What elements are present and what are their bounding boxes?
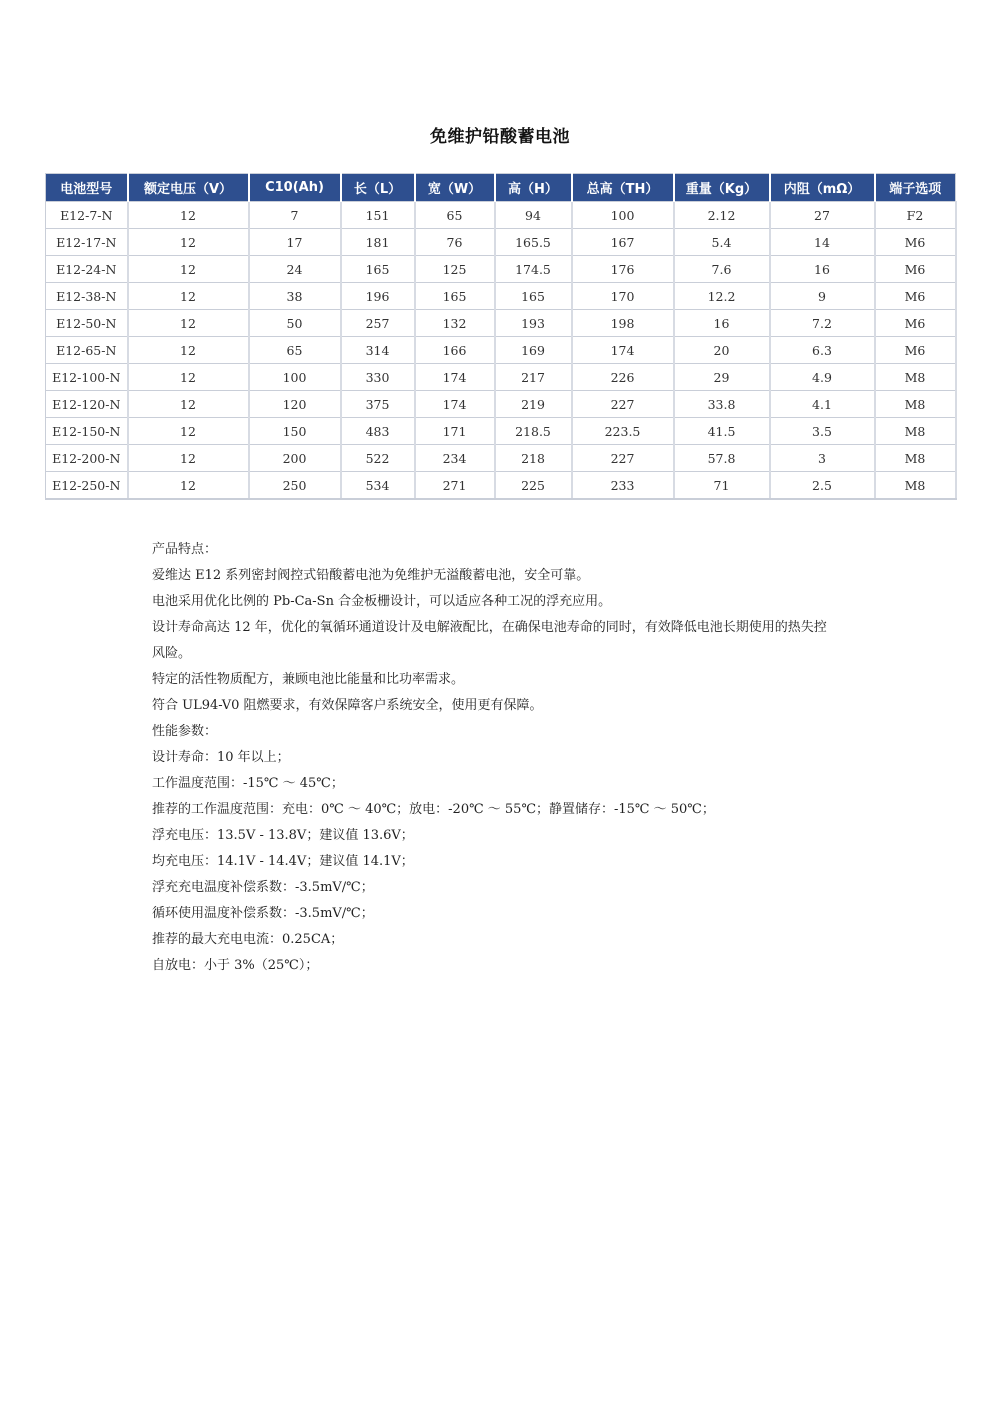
- table-cell: M6: [875, 256, 956, 283]
- column-header: 额定电压（V）: [128, 174, 249, 202]
- table-cell: E12-120-N: [46, 391, 128, 418]
- table-row: [46, 229, 956, 256]
- table-row: [46, 418, 956, 445]
- performance-line: 循环使用温度补偿系数：-3.5mV/℃；: [152, 906, 374, 921]
- table-cell: 271: [415, 472, 495, 500]
- feature-line: 风险。: [152, 646, 192, 661]
- performance-line: 均充电压：14.1V - 14.4V；建议值 14.1V；: [152, 854, 414, 869]
- table-cell: 12: [128, 472, 249, 500]
- table-cell: 165: [495, 283, 572, 310]
- table-cell: 29: [674, 364, 770, 391]
- table-cell: 14: [770, 229, 875, 256]
- feature-line: 符合 UL94-V0 阻燃要求，有效保障客户系统安全，使用更有保障。: [152, 698, 543, 713]
- table-cell: E12-250-N: [46, 472, 128, 500]
- table-row: [46, 310, 956, 337]
- table-cell: 3: [770, 445, 875, 472]
- table-cell: M6: [875, 337, 956, 364]
- performance-line: 推荐的工作温度范围：充电：0℃ ～ 40℃；放电：-20℃ ～ 55℃；静置储存：-15℃ ～ 50℃；: [152, 802, 715, 817]
- table-cell: 226: [572, 364, 674, 391]
- features-heading: 产品特点：: [152, 542, 218, 557]
- table-cell: E12-150-N: [46, 418, 128, 445]
- table-cell: 12: [128, 418, 249, 445]
- table-cell: 94: [495, 202, 572, 229]
- table-cell: 41.5: [674, 418, 770, 445]
- table-cell: 120: [249, 391, 341, 418]
- table-cell: 100: [572, 202, 674, 229]
- table-cell: 250: [249, 472, 341, 500]
- table-cell: 12: [128, 391, 249, 418]
- table-cell: 12: [128, 283, 249, 310]
- performance-line: 推荐的最大充电电流：0.25CA；: [152, 932, 344, 947]
- table-cell: M8: [875, 472, 956, 500]
- table-cell: 12: [128, 310, 249, 337]
- table-cell: 227: [572, 445, 674, 472]
- table-cell: M8: [875, 364, 956, 391]
- table-cell: 76: [415, 229, 495, 256]
- table-row: [46, 391, 956, 418]
- table-cell: 24: [249, 256, 341, 283]
- table-cell: 223.5: [572, 418, 674, 445]
- table-cell: 165.5: [495, 229, 572, 256]
- table-cell: 12: [128, 445, 249, 472]
- table-cell: 17: [249, 229, 341, 256]
- performance-line: 浮充充电温度补偿系数：-3.5mV/℃；: [152, 880, 374, 895]
- table-cell: 218.5: [495, 418, 572, 445]
- performance-line: 浮充电压：13.5V - 13.8V；建议值 13.6V；: [152, 828, 414, 843]
- table-cell: 170: [572, 283, 674, 310]
- column-header: 电池型号: [46, 174, 128, 202]
- column-header: 总高（TH）: [572, 174, 674, 202]
- table-cell: 169: [495, 337, 572, 364]
- table-cell: M6: [875, 310, 956, 337]
- table-cell: 375: [341, 391, 415, 418]
- column-header: C10(Ah): [249, 174, 341, 202]
- table-cell: 165: [415, 283, 495, 310]
- table-cell: 218: [495, 445, 572, 472]
- table-row: [46, 256, 956, 283]
- table-cell: M6: [875, 283, 956, 310]
- table-cell: E12-100-N: [46, 364, 128, 391]
- table-cell: E12-24-N: [46, 256, 128, 283]
- table-cell: 100: [249, 364, 341, 391]
- table-cell: 27: [770, 202, 875, 229]
- table-cell: 534: [341, 472, 415, 500]
- feature-line: 爱维达 E12 系列密封阀控式铅酸蓄电池为免维护无溢酸蓄电池，安全可靠。: [152, 568, 590, 583]
- battery-spec-table: [45, 173, 957, 500]
- table-cell: 6.3: [770, 337, 875, 364]
- column-header: 重量（Kg）: [674, 174, 770, 202]
- performance-line: 自放电：小于 3%（25℃）；: [152, 958, 319, 973]
- table-row: [46, 202, 956, 229]
- table-cell: 132: [415, 310, 495, 337]
- table-cell: 4.1: [770, 391, 875, 418]
- table-cell: 12: [128, 337, 249, 364]
- table-cell: 2.5: [770, 472, 875, 500]
- table-cell: 71: [674, 472, 770, 500]
- column-header: 内阻（mΩ）: [770, 174, 875, 202]
- table-cell: 12: [128, 229, 249, 256]
- table-row: [46, 283, 956, 310]
- table-cell: 16: [674, 310, 770, 337]
- table-cell: 2.12: [674, 202, 770, 229]
- table-cell: 227: [572, 391, 674, 418]
- table-cell: E12-50-N: [46, 310, 128, 337]
- table-cell: E12-17-N: [46, 229, 128, 256]
- table-cell: 125: [415, 256, 495, 283]
- table-cell: 12.2: [674, 283, 770, 310]
- table-cell: 65: [415, 202, 495, 229]
- table-cell: 171: [415, 418, 495, 445]
- table-cell: 181: [341, 229, 415, 256]
- table-cell: 150: [249, 418, 341, 445]
- table-cell: 33.8: [674, 391, 770, 418]
- table-cell: 166: [415, 337, 495, 364]
- table-cell: 225: [495, 472, 572, 500]
- table-cell: 16: [770, 256, 875, 283]
- feature-line: 电池采用优化比例的 Pb-Ca-Sn 合金板栅设计，可以适应各种工况的浮充应用。: [152, 594, 612, 609]
- table-cell: 200: [249, 445, 341, 472]
- table-cell: 167: [572, 229, 674, 256]
- table-cell: E12-7-N: [46, 202, 128, 229]
- table-cell: 196: [341, 283, 415, 310]
- column-header: 端子选项: [875, 174, 956, 202]
- table-header-row: [46, 174, 956, 202]
- performance-line: 设计寿命：10 年以上；: [152, 750, 290, 765]
- table-cell: E12-65-N: [46, 337, 128, 364]
- table-cell: 4.9: [770, 364, 875, 391]
- table-cell: M8: [875, 445, 956, 472]
- table-row: [46, 337, 956, 364]
- table-cell: 174: [415, 391, 495, 418]
- table-cell: 12: [128, 364, 249, 391]
- table-cell: 330: [341, 364, 415, 391]
- table-cell: 174: [415, 364, 495, 391]
- product-features: [152, 537, 872, 979]
- table-cell: 314: [341, 337, 415, 364]
- table-cell: 174.5: [495, 256, 572, 283]
- table-cell: 217: [495, 364, 572, 391]
- column-header: 长（L）: [341, 174, 415, 202]
- column-header: 高（H）: [495, 174, 572, 202]
- table-cell: 3.5: [770, 418, 875, 445]
- table-cell: 174: [572, 337, 674, 364]
- table-cell: 193: [495, 310, 572, 337]
- performance-heading: 性能参数：: [152, 724, 218, 739]
- table-cell: 65: [249, 337, 341, 364]
- table-cell: 198: [572, 310, 674, 337]
- feature-line: 设计寿命高达 12 年，优化的氧循环通道设计及电解液配比，在确保电池寿命的同时，有效降低电池长期使用的热失控: [152, 620, 827, 635]
- table-cell: F2: [875, 202, 956, 229]
- table-cell: 9: [770, 283, 875, 310]
- performance-line: 工作温度范围：-15℃ ～ 45℃；: [152, 776, 344, 791]
- table-cell: 219: [495, 391, 572, 418]
- table-cell: 176: [572, 256, 674, 283]
- table-cell: 38: [249, 283, 341, 310]
- table-cell: 12: [128, 256, 249, 283]
- table-cell: 50: [249, 310, 341, 337]
- table-cell: 165: [341, 256, 415, 283]
- table-cell: 7.6: [674, 256, 770, 283]
- table-cell: M8: [875, 418, 956, 445]
- table-row: [46, 472, 956, 500]
- table-cell: 20: [674, 337, 770, 364]
- table-row: [46, 445, 956, 472]
- table-cell: 7.2: [770, 310, 875, 337]
- table-cell: 57.8: [674, 445, 770, 472]
- table-cell: 483: [341, 418, 415, 445]
- table-row: [46, 364, 956, 391]
- table-cell: 234: [415, 445, 495, 472]
- table-cell: 257: [341, 310, 415, 337]
- table-cell: E12-200-N: [46, 445, 128, 472]
- table-cell: 7: [249, 202, 341, 229]
- table-cell: 233: [572, 472, 674, 500]
- page-title: 免维护铅酸蓄电池: [430, 127, 570, 147]
- table-cell: E12-38-N: [46, 283, 128, 310]
- table-cell: 12: [128, 202, 249, 229]
- feature-line: 特定的活性物质配方，兼顾电池比能量和比功率需求。: [152, 672, 465, 687]
- table-cell: M8: [875, 391, 956, 418]
- table-cell: 151: [341, 202, 415, 229]
- table-cell: 5.4: [674, 229, 770, 256]
- table-cell: M6: [875, 229, 956, 256]
- table-cell: 522: [341, 445, 415, 472]
- column-header: 宽（W）: [415, 174, 495, 202]
